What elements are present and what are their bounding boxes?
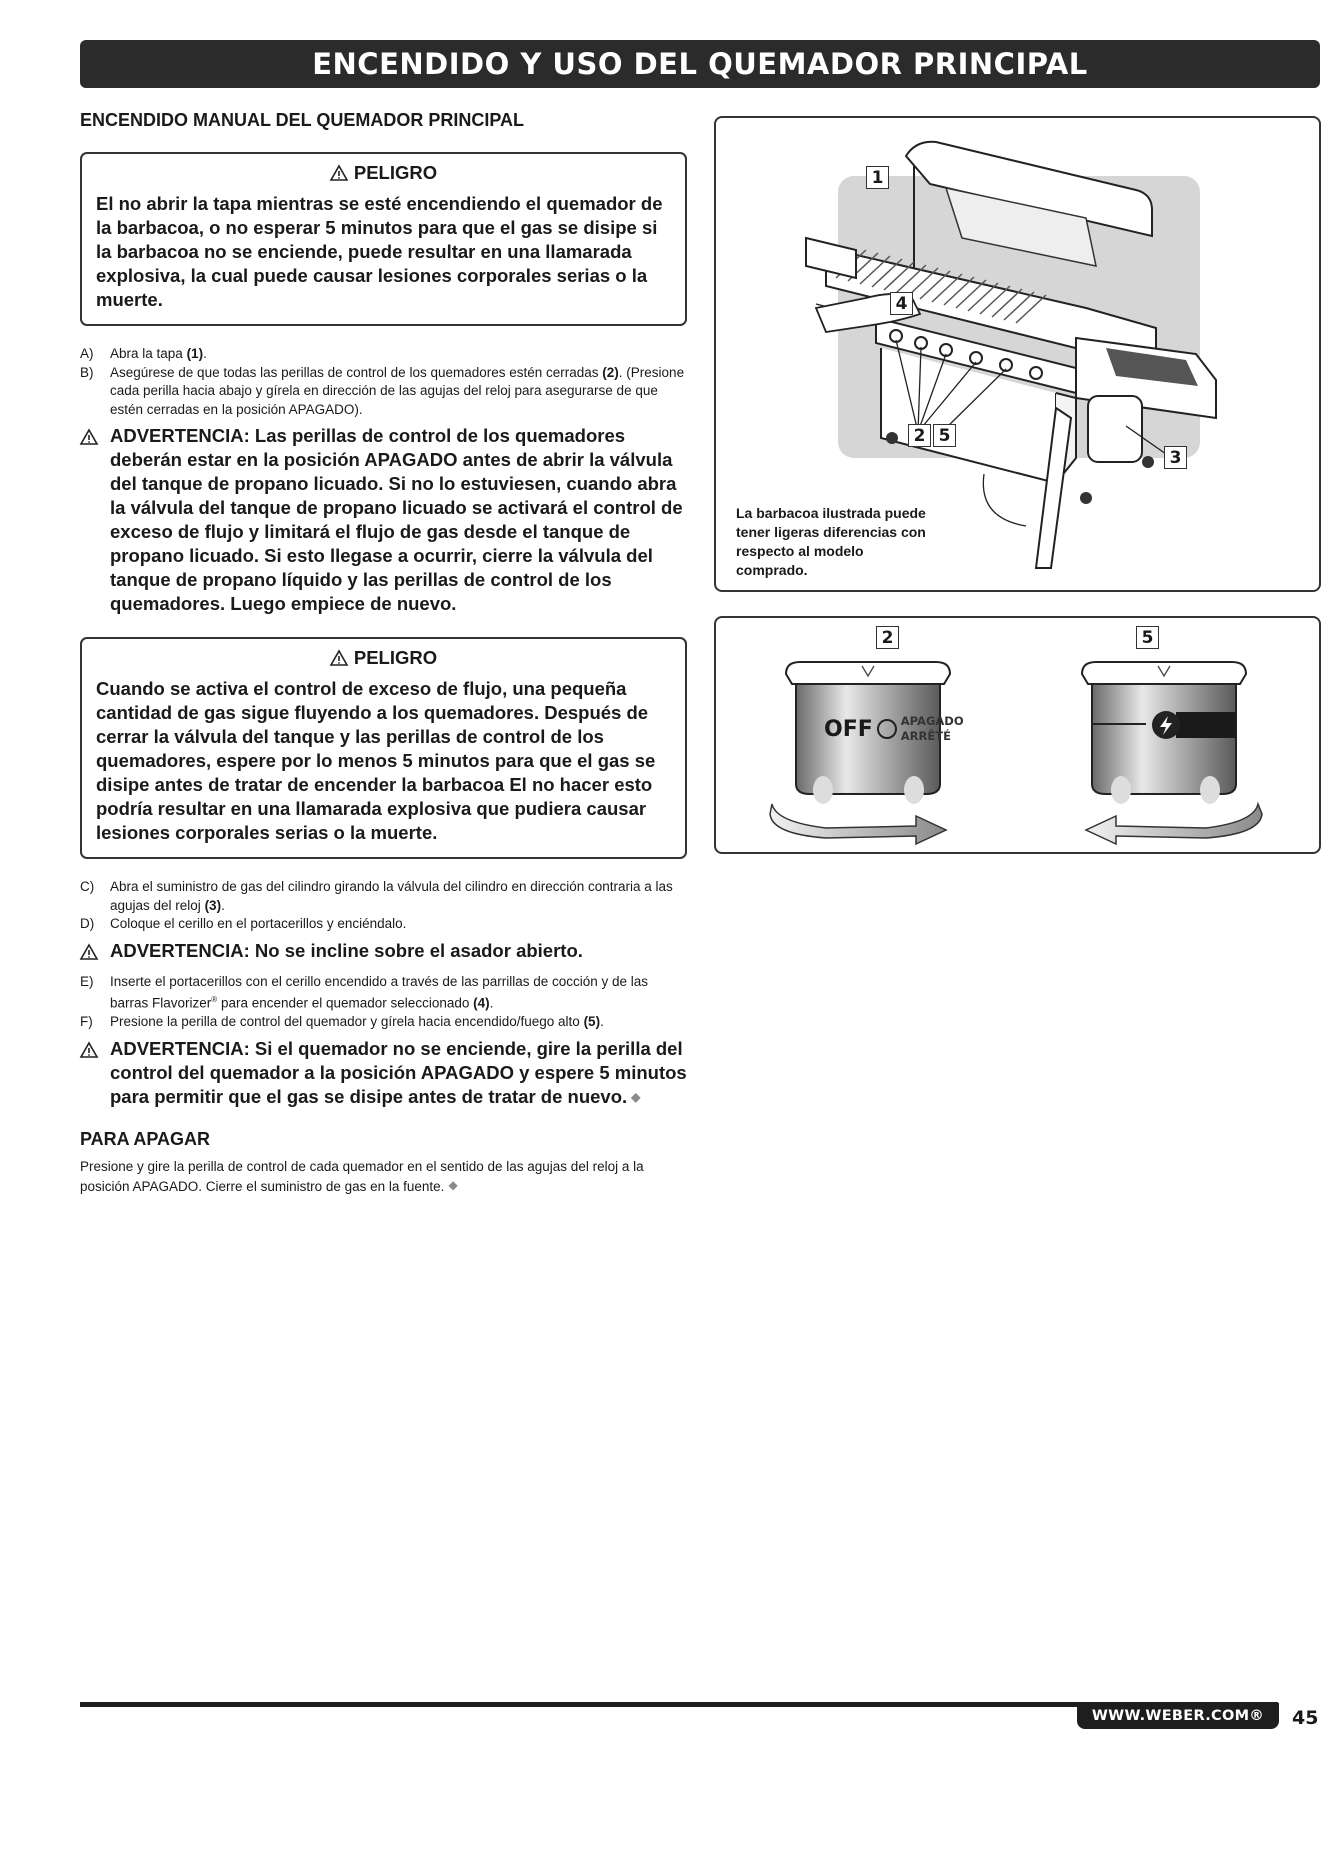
off-title: PARA APAGAR xyxy=(80,1128,210,1149)
warning-1 xyxy=(80,424,687,616)
step-text: para encender el quemador seleccionado xyxy=(217,995,474,1011)
step-body xyxy=(110,345,687,364)
step-text: Asegúrese de que todas las perillas de control de los quemadores estén cerradas xyxy=(110,364,603,380)
end-diamond-icon: ◆ xyxy=(448,1178,458,1192)
section-title: ENCENDIDO MANUAL DEL QUEMADOR PRINCIPAL xyxy=(80,110,525,130)
registered-mark: ® xyxy=(211,995,218,1004)
page-header xyxy=(80,40,1320,88)
warning-text: ADVERTENCIA: Las perillas de control de los quemadores deberán estar en la posición APAGADO antes de abrir la válvula del tanque de propano licuado. Si no lo estuviesen, cuando abra la válvula del tanque de propano licuado se activará el control de exceso de flujo y limitará el flujo de gas desde el tanque de propano licuado. Si esto llegase a ocurrir, cierre la válvula del tanque de propano líquido y las perillas de control de los quemadores. Luego empiece de nuevo. xyxy=(110,425,683,614)
step-text: Inserte el portacerillos con el cerillo encendido a través de las parrillas de cocción y de las barras Flavorizer xyxy=(110,973,649,1011)
step-letter: F) xyxy=(80,1014,93,1029)
knob-off-label-group xyxy=(824,714,964,744)
callout-knob-on: 5 xyxy=(1136,626,1159,649)
danger-heading xyxy=(96,647,671,669)
warning-3 xyxy=(80,1037,687,1109)
off-circle-icon xyxy=(877,719,897,739)
warning-triangle-icon xyxy=(330,165,348,181)
step-ref: (2) xyxy=(602,364,619,380)
warning-triangle-icon xyxy=(80,424,110,616)
step-text: Abra la tapa xyxy=(110,346,187,361)
step-ref: (4) xyxy=(473,995,490,1011)
page-title: ENCENDIDO Y USO DEL QUEMADOR PRINCIPAL xyxy=(312,47,1088,81)
step-tail: . xyxy=(203,346,207,361)
step-letter: C) xyxy=(80,879,95,894)
step-d xyxy=(80,915,687,934)
knob-figure xyxy=(714,616,1321,854)
steps-block-2 xyxy=(80,878,687,1109)
footer-url[interactable]: WWW.WEBER.COM® xyxy=(1077,1703,1279,1729)
step-letter: B) xyxy=(80,364,94,380)
danger-heading-label: PELIGRO xyxy=(353,162,438,183)
step-text: Abra el suministro de gas del cilindro girando la válvula del cilindro en dirección contraria a las agujas del reloj xyxy=(110,879,673,913)
step-e xyxy=(80,973,687,1014)
step-tail: . (Presione cada perilla hacia abajo y gírela en dirección de las agujas del reloj para asegurarse de que estén cerradas en la posición APAGADO). xyxy=(110,364,685,417)
warning-triangle-icon xyxy=(80,1037,110,1109)
warning-triangle-icon xyxy=(330,650,348,666)
callout-2: 2 xyxy=(908,424,931,447)
danger-text: Cuando se activa el control de exceso de flujo, una pequeña cantidad de gas sigue fluyendo a los quemadores. Después de cerrar la válvula del tanque y las perillas de control de los quemadores, espere por lo menos 5 minutos para que el gas se disipe antes de tratar de encender la barbacoa El no hacer esto podría resultar en una llamarada explosiva que pudiera causar lesiones corporales serias o la muerte. xyxy=(96,678,656,843)
step-ref: (3) xyxy=(204,897,222,913)
warning-triangle-icon xyxy=(80,939,110,966)
callout-5: 5 xyxy=(933,424,956,447)
step-tail: . xyxy=(221,897,225,913)
step-letter: E) xyxy=(80,973,94,989)
step-body: Coloque el cerillo en el portacerillos y enciéndalo. xyxy=(110,916,407,931)
danger-heading xyxy=(96,162,671,184)
danger-box-1 xyxy=(80,152,687,326)
callout-3: 3 xyxy=(1164,446,1187,469)
instructions-column xyxy=(80,110,687,1197)
callout-knob-off: 2 xyxy=(876,626,899,649)
step-body xyxy=(110,973,687,1014)
step-body xyxy=(110,364,687,420)
step-tail: . xyxy=(489,995,494,1011)
danger-heading-label: PELIGRO xyxy=(353,647,438,668)
off-text-block xyxy=(80,1158,687,1197)
step-tail: . xyxy=(600,1014,604,1029)
step-body xyxy=(110,878,687,915)
step-letter: A) xyxy=(80,346,94,361)
callout-1: 1 xyxy=(866,166,889,189)
knob-off-illustration xyxy=(766,654,986,854)
step-f xyxy=(80,1013,687,1032)
off-text: Presione y gire la perilla de control de cada quemador en el sentido de las agujas del reloj a la posición APAGADO. Cierre el suministro de gas en la fuente. xyxy=(80,1158,644,1194)
danger-text: El no abrir la tapa mientras se esté encendiendo el quemador de la barbacoa, o no esperar 5 minutos para que el gas se disipe si la barbacoa no se enciende, puede resultar en una llamarada explosiva, la cual puede causar lesiones corporales serias o la muerte. xyxy=(96,193,663,310)
step-letter: D) xyxy=(80,916,95,931)
knob-off-label: OFF xyxy=(824,716,873,742)
warning-2 xyxy=(80,939,687,966)
step-b xyxy=(80,364,687,420)
step-body xyxy=(110,1013,687,1032)
warning-text: ADVERTENCIA: No se incline sobre el asador abierto. xyxy=(110,939,583,961)
steps-block-1 xyxy=(80,345,687,616)
grill-figure xyxy=(714,116,1321,592)
knob-arrete-label: ARRÊTÉ xyxy=(900,729,951,743)
figure-caption: La barbacoa ilustrada puede tener ligeras diferencias con respecto al modelo comprado. xyxy=(736,505,926,578)
warning-text: ADVERTENCIA: Si el quemador no se enciende, gire la perilla del control del quemador a la posición APAGADO y espere 5 minutos para permitir que el gas se disipe antes de tratar de nuevo. xyxy=(110,1037,687,1107)
step-a xyxy=(80,345,687,364)
step-text: Presione la perilla de control del quemador y gírela hacia encendido/fuego alto xyxy=(110,1014,584,1029)
knob-on-illustration xyxy=(1046,654,1266,854)
page-number: 45 xyxy=(1292,1707,1319,1729)
callout-4: 4 xyxy=(890,292,913,315)
warning-body xyxy=(110,1037,687,1109)
knob-off-sublabels xyxy=(900,714,964,744)
step-ref: (1) xyxy=(186,346,204,361)
step-c xyxy=(80,878,687,915)
danger-box-2 xyxy=(80,637,687,859)
knob-apagado-label: APAGADO xyxy=(900,714,964,728)
step-ref: (5) xyxy=(583,1014,601,1029)
end-diamond-icon: ◆ xyxy=(631,1089,641,1104)
